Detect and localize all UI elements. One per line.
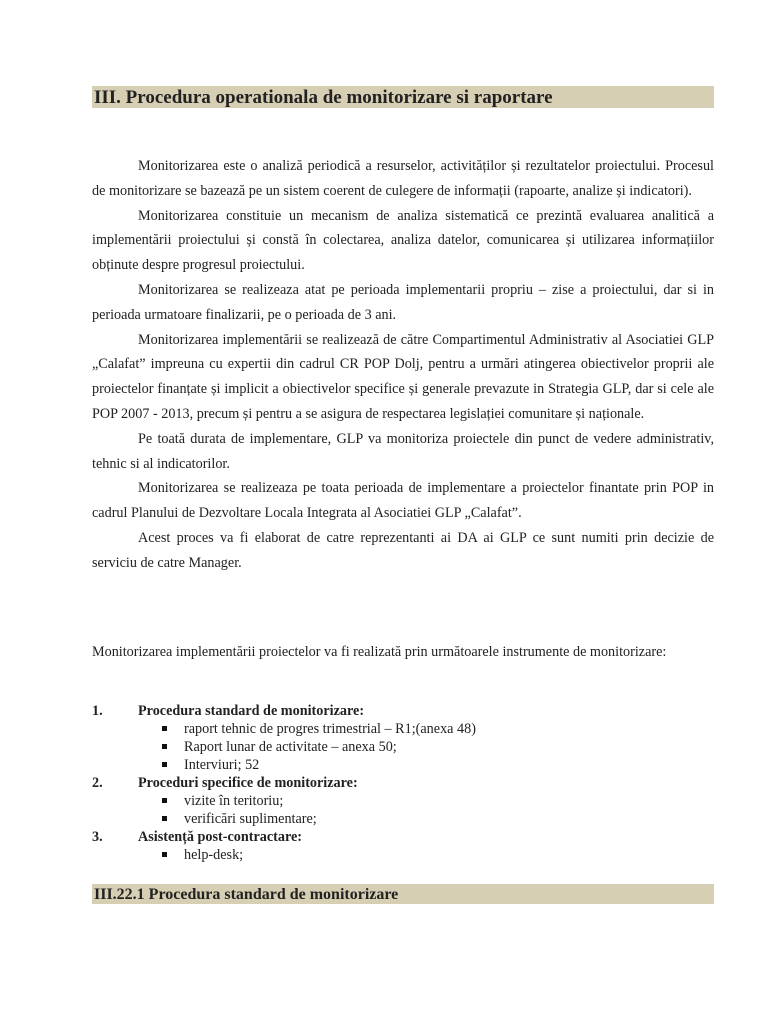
bullet-item bbox=[92, 792, 714, 810]
paragraph: Monitorizarea se realizeaza pe toata perioada de implementare a proiectelor finantate prin POP in cadrul Planului de Dezvoltare Locala Integrata al Asociatiei GLP „Calafat”. bbox=[92, 480, 714, 522]
paragraph: Pe toată durata de implementare, GLP va monitoriza proiectele din punct de vedere administrativ, tehnic si al indicatorilor. bbox=[92, 430, 714, 472]
list-label: Asistență post-contractare: bbox=[138, 829, 303, 845]
list-item bbox=[92, 774, 714, 792]
bullet-text: verificări suplimentare; bbox=[184, 811, 317, 827]
square-bullet-icon bbox=[162, 762, 167, 767]
list-number: 2. bbox=[92, 775, 103, 791]
paragraph: Monitorizarea implementării se realizează de către Compartimentul Administrativ al Asociatiei GLP „Calafat” impreuna cu expertii din cadrul CR POP Dolj, pentru a urmări atingerea obiectivelor proprii ale proiectelor finanțate și implicit a obiectivelor specifice și generale prevazute in Strategia GLP, dar si cele ale POP 2007 - 2013, precum și pentru a se asigura de respectarea legislației comunitare și naționale. bbox=[92, 331, 714, 422]
intro-paragraph: Monitorizarea implementării proiectelor va fi realizată prin următoarele instrumente de monitorizare: bbox=[92, 644, 667, 660]
bullet-text: help-desk; bbox=[184, 847, 244, 863]
list-label: Proceduri specifice de monitorizare: bbox=[138, 775, 358, 791]
bullet-text: Interviuri; 52 bbox=[184, 757, 260, 773]
section-heading: III. Procedura operationala de monitorizare si raportare bbox=[92, 86, 714, 108]
list-number: 1. bbox=[92, 703, 103, 719]
bullet-item bbox=[92, 720, 714, 738]
bullet-item bbox=[92, 756, 714, 774]
list-number: 3. bbox=[92, 829, 103, 845]
paragraph: Monitorizarea este o analiză periodică a resurselor, activităților și rezultatelor proiectului. Procesul de monitorizare se bazează pe un sistem coerent de culegere de informații (rapoarte, analize și indicatori). bbox=[92, 158, 714, 199]
bullet-item bbox=[92, 810, 714, 828]
square-bullet-icon bbox=[162, 726, 167, 731]
list-label: Procedura standard de monitorizare: bbox=[138, 703, 365, 719]
list-item bbox=[92, 828, 714, 846]
paragraph: Monitorizarea se realizeaza atat pe perioada implementarii propriu – zise a proiectului, dar si in perioada urmatoare finalizarii, pe o perioada de 3 ani. bbox=[92, 281, 714, 323]
square-bullet-icon bbox=[162, 798, 167, 803]
instrument-list bbox=[92, 702, 714, 864]
square-bullet-icon bbox=[162, 744, 167, 749]
body-text bbox=[92, 154, 714, 576]
bullet-text: Raport lunar de activitate – anexa 50; bbox=[184, 739, 397, 755]
paragraph: Acest proces va fi elaborat de catre reprezentanti ai DA ai GLP ce sunt numiti prin decizie de serviciu de catre Manager. bbox=[92, 529, 714, 571]
paragraph: Monitorizarea constituie un mecanism de analiza sistematică ce prezintă evaluarea analitică a implementării proiectului și constă în colectarea, analiza datelor, comunicarea și utilizarea informațiilor obținute despre progresul proiectului. bbox=[92, 207, 714, 274]
bullet-item bbox=[92, 846, 714, 864]
subsection-heading: III.22.1 Procedura standard de monitorizare bbox=[92, 884, 714, 904]
bullet-text: raport tehnic de progres trimestrial – R1;(anexa 48) bbox=[184, 721, 476, 737]
square-bullet-icon bbox=[162, 852, 167, 857]
bullet-text: vizite în teritoriu; bbox=[184, 793, 284, 809]
list-item bbox=[92, 702, 714, 720]
bullet-item bbox=[92, 738, 714, 756]
square-bullet-icon bbox=[162, 816, 167, 821]
